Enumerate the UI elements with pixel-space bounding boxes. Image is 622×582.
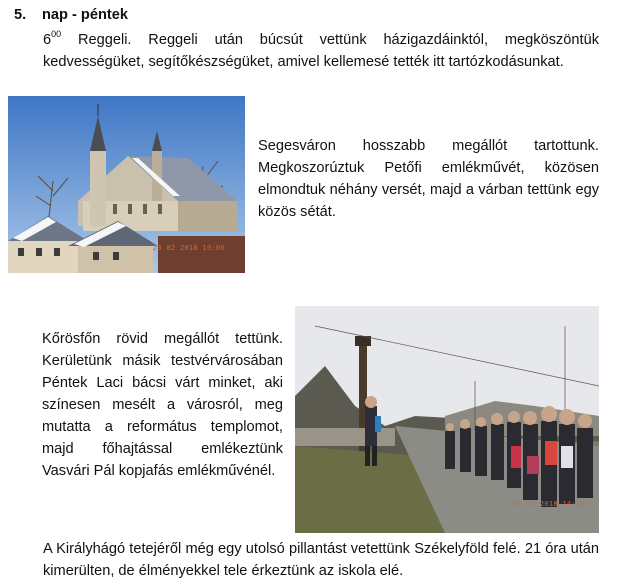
section-title: nap - péntek [42,7,128,23]
photo-korosfo-group [295,306,599,533]
photo-sighisoara-church [8,96,245,273]
photo-date-stamp: 23 02 2018 10:06 [152,244,225,252]
paragraph-morning-text: Reggeli. Reggeli után búcsút vettünk házigazdáinktól, megköszöntük kedvességüket, segítőkészségüket, amivel kellemesé tették itt tartózkodásunkat. [43,32,599,70]
section-heading [14,4,128,26]
time-hour: 6 [43,32,52,48]
paragraph-morning [43,29,599,73]
paragraph-kiralyhago: A Királyhágó tetejéről még egy utolsó pillantást vetettünk Székelyföld felé. 21 óra után kimerülten, de élményekkel tele érkeztünk az iskola elé. [43,541,599,579]
section-number: 5. [14,7,27,23]
photo-date-stamp: 23 02 2018 14:58 [512,500,585,508]
paragraph-korosfo: Kőrösfőn rövid megállót tettünk. Kerületünk másik testvérvárosában Péntek Laci bácsi várt minket, aki színesen mesélt a városról, meg mutatta a református templomot, majd főhajtással emlékeztünk Vasvári Pál kopjafás emlékművénél. [42,331,283,479]
time-minutes: 00 [51,29,62,40]
paragraph-segesvar: Segesváron hosszabb megállót tartottunk. Megkoszorúztuk Petőfi emlékművét, közösen elmondtuk néhány versét, majd a várban tettünk egy közös sétát. [258,138,599,220]
